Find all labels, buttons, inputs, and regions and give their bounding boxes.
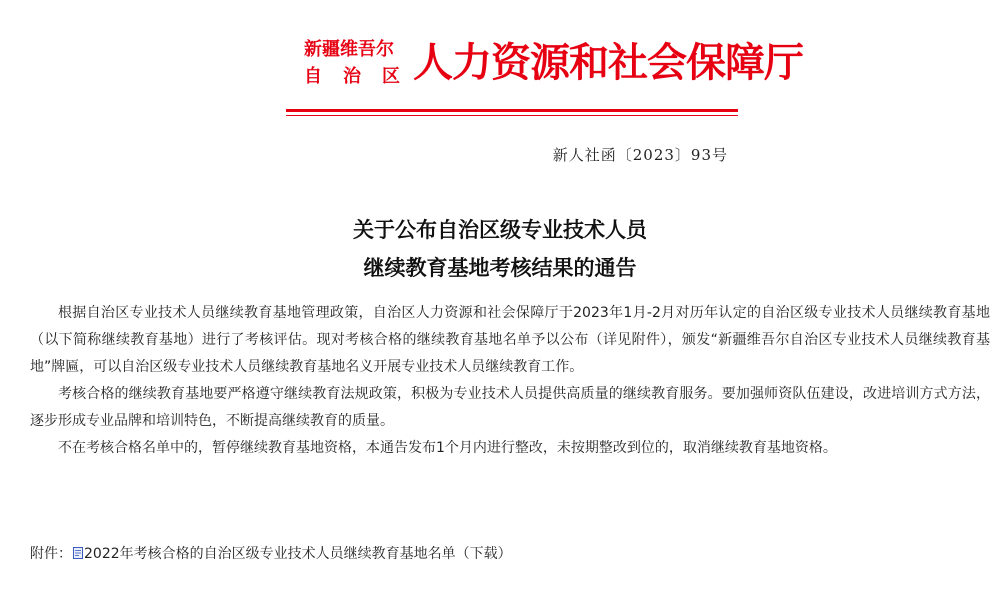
- org-prefix-char: 自: [304, 66, 322, 87]
- body-paragraph: 根据自治区专业技术人员继续教育基地管理政策，自治区人力资源和社会保障厅于2023年1月-2月对历年认定的自治区级专业技术人员继续教育基地（以下简称继续教育基地）进行了考核评估。现对考核合格的继续教育基地名单予以公布（详见附件），颁发“新疆维吾尔自治区专业技术人员继续教育基地”牌匾，可以自治区级专业技术人员继续教育基地名义开展专业技术人员继续教育工作。: [30, 305, 990, 375]
- org-prefix: [304, 36, 412, 90]
- org-prefix-line2: [304, 63, 400, 90]
- org-prefix-char: 区: [382, 66, 400, 87]
- body-paragraph: 不在考核合格名单中的，暂停继续教育基地资格，本通告发布1个月内进行整改，未按期整改到位的，取消继续教育基地资格。: [58, 440, 837, 456]
- document-icon[interactable]: [73, 547, 83, 559]
- header-divider-thick: [286, 109, 738, 112]
- attachment-label: 附件：: [30, 546, 72, 562]
- attachment-row: [30, 543, 512, 563]
- header-divider-thin: [286, 115, 738, 116]
- org-prefix-char: 治: [343, 66, 361, 87]
- body-paragraph: 考核合格的继续教育基地要严格遵守继续教育法规政策，积极为专业技术人员提供高质量的继续教育服务。要加强师资队伍建设，改进培训方式方法，逐步形成专业品牌和培训特色，不断提高继续教育的质量。: [30, 386, 990, 429]
- org-prefix-line1: 新疆维吾尔: [304, 39, 394, 60]
- document-title-line1: 关于公布自治区级专业技术人员: [353, 217, 647, 242]
- document-number: 新人社函〔2023〕93号: [552, 146, 728, 164]
- document-title-line2: 继续教育基地考核结果的通告: [363, 255, 637, 280]
- document-body: [30, 300, 990, 462]
- attachment-download-link[interactable]: 2022年考核合格的自治区级专业技术人员继续教育基地名单（下载）: [84, 546, 512, 562]
- org-name: 人力资源和社会保障厅: [413, 39, 803, 86]
